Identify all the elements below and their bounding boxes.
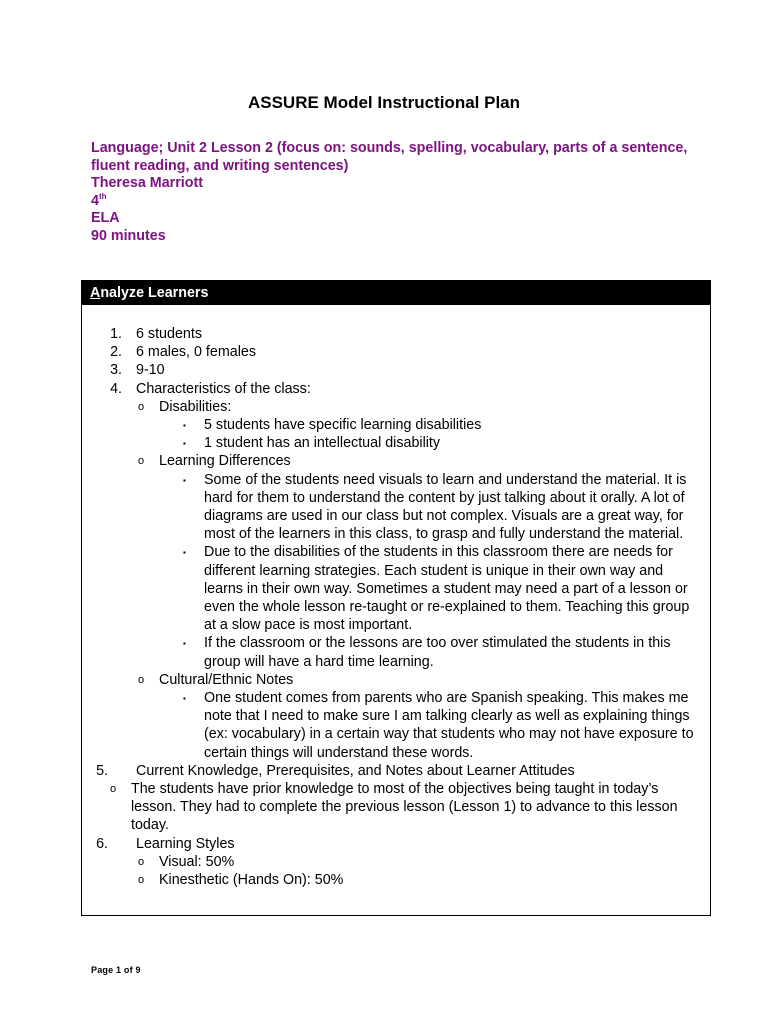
item-number: 1. — [110, 326, 122, 342]
item-text: Learning Styles — [136, 835, 235, 852]
header-initial: A — [90, 285, 101, 301]
teacher-name: Theresa Marriott — [91, 175, 204, 191]
grade-suffix: th — [98, 191, 107, 201]
analyze-learners-section — [81, 280, 711, 916]
sub-list-item — [82, 780, 712, 835]
list-item — [82, 762, 712, 780]
sub-sub-item-text: Some of the students need visuals to learn and understand the material. It is hard for them to understand the content by just talking about it orally. A lot of diagrams are used in our class but not complex. Visuals are a great way, for most of the learners in this class, to grasp and fully understand the material. — [204, 471, 687, 543]
subject: ELA — [91, 210, 120, 226]
item-text: 6 males, 0 females — [136, 344, 256, 361]
sub-list-item — [82, 398, 712, 416]
item-text: Current Knowledge, Prerequisites, and Notes about Learner Attitudes — [136, 762, 575, 779]
grade-level — [91, 193, 691, 211]
square-bullet-icon: ▪ — [183, 639, 186, 649]
sub-sub-item-text: One student comes from parents who are Spanish speaking. This makes me note that I need to make sure I am talking clearly as well as explaining things (ex: vocabulary) in a certain way that students who may not have exposure to certain things will understand these words. — [204, 690, 694, 761]
list-item — [82, 361, 712, 379]
sub-sub-list-item — [82, 689, 712, 762]
page-number: Page 1 of 9 — [91, 965, 141, 975]
square-bullet-icon: ▪ — [183, 475, 186, 485]
item-number: 5. — [96, 762, 108, 779]
circle-bullet-icon: o — [138, 455, 145, 468]
duration: 90 minutes — [91, 227, 166, 244]
lesson-description: Language; Unit 2 Lesson 2 (focus on: sounds, spelling, vocabulary, parts of a sentence, fluent reading, and writing sentences) — [91, 140, 688, 174]
circle-bullet-icon: o — [110, 783, 117, 796]
sub-item-text: Disabilities: — [159, 398, 232, 415]
header-text: nalyze Learners — [100, 285, 209, 301]
sub-sub-item-text: Due to the disabilities of the students in this classroom there are needs for different learning strategies. Each student is unique in their own way and learns in their own way. Sometimes a student may need a part of a lesson or even the whole lesson re-taught or re-explained to them. Teaching this group at a slow pace is most important. — [204, 544, 690, 634]
sub-sub-list-item — [82, 634, 712, 670]
square-bullet-icon: ▪ — [183, 421, 186, 431]
section-content — [82, 325, 712, 889]
circle-bullet-icon: o — [138, 673, 145, 686]
circle-bullet-icon: o — [138, 874, 145, 887]
sub-sub-item-text: If the classroom or the lessons are too over stimulated the students in this group will have a hard time learning. — [204, 635, 671, 670]
item-text: 9-10 — [136, 362, 165, 379]
item-number: 4. — [110, 380, 122, 397]
sub-list-item — [82, 671, 712, 689]
list-item — [82, 343, 712, 361]
circle-bullet-icon: o — [138, 855, 145, 868]
sub-sub-item-text: 1 student has an intellectual disability — [204, 435, 441, 452]
item-number: 2. — [110, 344, 122, 361]
item-number: 6. — [96, 835, 108, 852]
sub-sub-list-item — [82, 471, 712, 544]
sub-list-item — [82, 452, 712, 470]
circle-bullet-icon: o — [138, 400, 145, 413]
sub-sub-list-item — [82, 416, 712, 434]
lesson-meta — [91, 140, 691, 245]
sub-list-item — [82, 871, 712, 889]
sub-item-text: The students have prior knowledge to most of the objectives being taught in today’s lesson. They had to complete the previous lesson (Lesson 1) to advance to this lesson today. — [131, 781, 678, 834]
item-text: 6 students — [136, 326, 202, 342]
sub-sub-item-text: 5 students have specific learning disabilities — [204, 417, 482, 434]
document-title: ASSURE Model Instructional Plan — [247, 93, 521, 112]
sub-item-text: Visual: 50% — [159, 853, 235, 870]
sub-sub-list-item — [82, 543, 712, 634]
sub-list-item — [82, 853, 712, 871]
square-bullet-icon: ▪ — [183, 439, 186, 449]
list-item — [82, 325, 712, 343]
item-text: Characteristics of the class: — [136, 380, 311, 397]
square-bullet-icon: ▪ — [183, 548, 186, 558]
square-bullet-icon: ▪ — [183, 694, 186, 704]
item-number: 3. — [110, 362, 122, 379]
list-item — [82, 835, 712, 853]
section-header — [82, 281, 710, 305]
sub-item-text: Cultural/Ethnic Notes — [159, 671, 294, 688]
list-item — [82, 380, 712, 398]
sub-sub-list-item — [82, 434, 712, 452]
grade-number: 4 — [91, 192, 99, 209]
sub-item-text: Kinesthetic (Hands On): 50% — [159, 872, 344, 889]
sub-item-text: Learning Differences — [159, 453, 291, 470]
